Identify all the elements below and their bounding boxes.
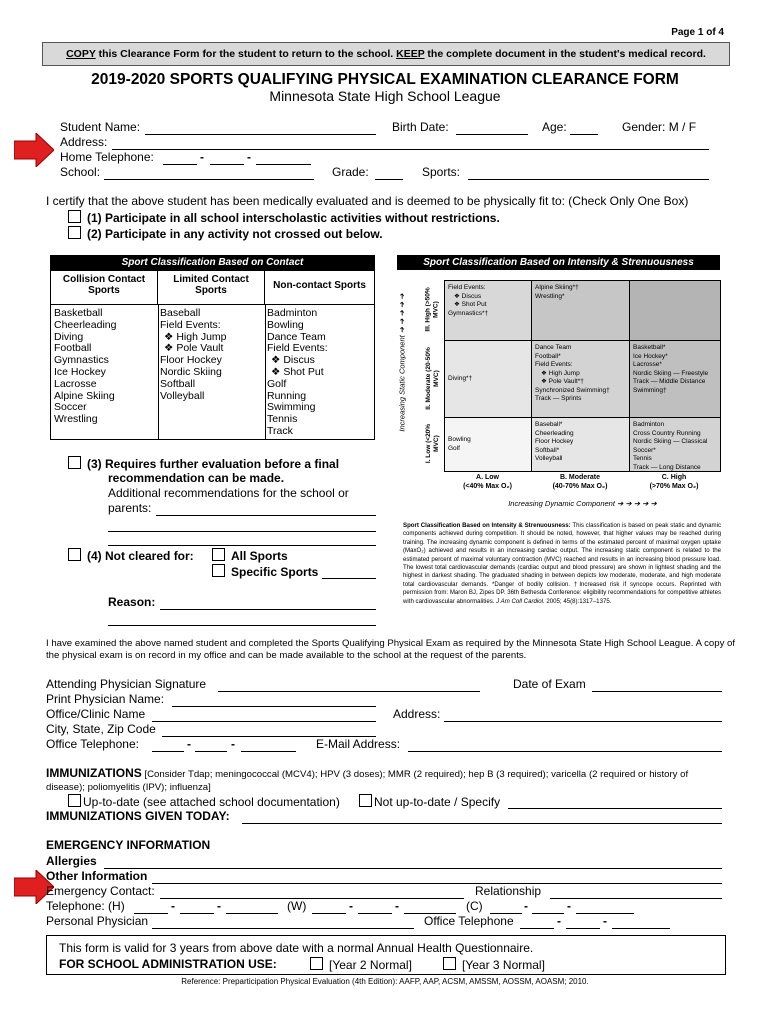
intensity-sport-item: Wrestling* <box>535 292 565 300</box>
email-field[interactable] <box>408 737 722 752</box>
recommendations-field-2[interactable] <box>108 517 376 532</box>
page-number: Page 1 of 4 <box>671 27 724 38</box>
intensity-cell-mod-low <box>445 341 532 418</box>
year3-option <box>443 957 545 972</box>
intensity-sport-item: Bowling <box>448 436 471 443</box>
option-4-label: (4) Not cleared for: <box>87 549 194 563</box>
physician-phone-line-field[interactable] <box>612 914 670 929</box>
intensity-col-label: A. Low (<40% Max O₂) <box>463 474 512 490</box>
classification-note <box>403 522 721 606</box>
option-3-checkbox[interactable] <box>68 456 81 469</box>
reference-line: Reference: Preparticipation Physical Evaluation (4th Edition): AAFP, AAP, ACSM, AMSSM, AOSSM, AOASM; 2010. <box>181 977 589 986</box>
year3-label: [Year 3 Normal] <box>462 958 545 972</box>
intensity-sport-item: Nordic Skiing — Freestyle <box>633 369 709 377</box>
option-4-checkbox[interactable] <box>68 548 81 561</box>
address-field[interactable] <box>112 135 709 150</box>
noncontact-sports-list <box>267 308 328 438</box>
collision-sport-item: Wrestling <box>54 413 98 426</box>
intensity-sport-item: Diving*† <box>448 374 473 382</box>
cell-line-field[interactable] <box>576 899 634 914</box>
immunizations-info <box>46 767 726 794</box>
emergency-contact-field[interactable] <box>160 884 464 899</box>
age-label: Age: <box>542 120 567 134</box>
instruction-banner <box>42 42 730 66</box>
birth-date-field[interactable] <box>456 120 528 135</box>
col-limited-header: Limited Contact Sports <box>158 271 265 305</box>
all-sports-option <box>212 548 288 563</box>
banner-mid: this Clearance Form for the student to return to the school. <box>95 48 397 60</box>
all-sports-label: All Sports <box>231 549 288 563</box>
allergies-label: Allergies <box>46 854 97 868</box>
date-of-exam-label: Date of Exam <box>513 677 586 691</box>
relationship-label: Relationship <box>475 884 542 898</box>
intensity-sport-item: ❖ Pole Vault*† <box>541 378 584 385</box>
print-physician-label: Print Physician Name: <box>46 692 165 706</box>
clinic-name-label: Office/Clinic Name <box>46 707 146 721</box>
office-phone-area-field[interactable] <box>152 737 184 752</box>
home-phone-area-field[interactable] <box>163 150 197 165</box>
noncontact-sport-item: ❖ Discus <box>271 354 315 367</box>
limited-sport-item: Baseball <box>160 307 201 319</box>
intensity-sport-item: Football* <box>535 352 561 360</box>
allergies-field[interactable] <box>104 854 722 869</box>
physician-phone-prefix-field[interactable] <box>566 914 600 929</box>
limited-sport-item: Volleyball <box>160 389 205 402</box>
office-telephone-label: Office Telephone: <box>46 737 139 751</box>
reason-label: Reason: <box>108 595 156 609</box>
collision-sport-item: Soccer <box>54 401 87 414</box>
intensity-sport-item: Golf <box>448 444 460 452</box>
noncontact-sport-item: Golf <box>267 377 287 390</box>
dynamic-axis-label: Increasing Dynamic Component ➔ ➔ ➔ ➔ ➔ <box>508 499 657 508</box>
immunizations-detail: [Consider Tdap; meningococcal (MCV4); HPV (3 doses); MMR (2 required); hep B (3 required); varicella (2 required or history of disease); poliomyelitis (IPV); influenza] <box>46 769 689 793</box>
physician-signature-field[interactable] <box>218 677 480 692</box>
uptodate-checkbox[interactable] <box>68 794 81 807</box>
option-1-label: (1) Participate in all school interscholastic activities without restrictions. <box>87 211 500 225</box>
emergency-title: EMERGENCY INFORMATION <box>46 838 211 852</box>
validity-box <box>46 935 726 975</box>
other-information-field[interactable] <box>152 869 722 884</box>
intensity-sport-item: Cheerleading <box>535 429 574 437</box>
intensity-sport-item: Basketball* <box>633 344 666 351</box>
office-phone-prefix-field[interactable] <box>195 737 227 752</box>
intensity-sport-item: Field Events: <box>448 284 486 291</box>
intensity-table-header: Sport Classification Based on Intensity & Strenuousness <box>397 255 720 270</box>
collision-sport-item: Gymnastics <box>54 354 109 367</box>
notuptodate-label: Not up-to-date / Specify <box>374 795 501 809</box>
notuptodate-specify-field[interactable] <box>508 794 722 809</box>
static-axis-label: Increasing Static Component ➔ ➔ ➔ ➔ ➔ <box>397 293 407 432</box>
office-phone-line-field[interactable] <box>241 737 296 752</box>
year2-option <box>310 957 412 972</box>
intensity-sport-item: Alpine Skiing*† <box>535 284 579 291</box>
intensity-sport-item: Tennis <box>633 455 652 462</box>
uptodate-label: Up-to-date (see attached school documentation) <box>83 795 340 809</box>
noncontact-sport-item: Field Events: <box>267 342 328 355</box>
option-4 <box>68 548 194 563</box>
note-citation: 2005; 45(8):1317–1375. <box>544 597 612 605</box>
col-collision-header: Collision Contact Sports <box>51 271 158 305</box>
physician-office-telephone-label: Office Telephone <box>424 914 514 928</box>
intensity-sport-item: Baseball* <box>535 421 563 428</box>
gender-label: Gender: M / F <box>622 120 697 134</box>
home-line-field[interactable] <box>226 899 278 914</box>
collision-sport-item: Alpine Skiing <box>54 389 115 402</box>
intensity-sport-item: ❖ Shot Put <box>454 301 487 308</box>
physician-signature-label: Attending Physician Signature <box>46 677 207 691</box>
print-physician-field[interactable] <box>172 692 376 707</box>
banner-end: the complete document in the student's medical record. <box>424 48 706 60</box>
personal-physician-label: Personal Physician <box>46 914 149 928</box>
form-subtitle: Minnesota State High School League <box>269 88 501 104</box>
emergency-contact-label: Emergency Contact: <box>46 884 155 898</box>
collision-sport-item: Football <box>54 342 92 355</box>
limited-sport-item: Softball <box>160 377 196 390</box>
intensity-cell-low-low <box>445 418 532 471</box>
clinic-name-field[interactable] <box>152 707 376 722</box>
work-prefix-field[interactable] <box>358 899 392 914</box>
intensity-sport-item: Field Events: <box>535 361 573 368</box>
cell-area-field[interactable] <box>490 899 522 914</box>
home-phone-prefix-field[interactable] <box>210 150 244 165</box>
contact-table <box>50 270 375 440</box>
telephone-work-label: (W) <box>287 899 307 913</box>
validity-statement: This form is valid for 3 years from above date with a normal Annual Health Questionnaire. <box>59 941 534 955</box>
intensity-sport-item: Volleyball <box>535 455 563 462</box>
contact-table-header: Sport Classification Based on Contact <box>50 255 375 270</box>
noncontact-sport-item: Track <box>267 424 293 437</box>
admin-label: FOR SCHOOL ADMINISTRATION USE: <box>59 957 277 971</box>
option-3 <box>68 456 339 471</box>
intensity-cell-high-high <box>630 281 720 341</box>
intensity-row-label: I. Low (<20% MVC) <box>424 423 439 463</box>
intensity-row-labels <box>420 280 444 470</box>
home-area-field[interactable] <box>134 899 168 914</box>
year2-label: [Year 2 Normal] <box>329 958 412 972</box>
intensity-cell-mod-mod <box>532 341 630 418</box>
collision-sport-item: Cheerleading <box>54 318 117 331</box>
grade-field[interactable] <box>375 165 403 180</box>
immunizations-given-field[interactable] <box>242 809 722 824</box>
intensity-sport-item: Dance Team <box>535 344 572 351</box>
grade-label: Grade: <box>332 165 369 179</box>
noncontact-sport-item: Bowling <box>267 318 304 331</box>
sports-label: Sports: <box>422 165 461 179</box>
intensity-sport-item: Gymnastics*† <box>448 309 489 317</box>
intensity-row-label: II. Moderate (20-50% MVC) <box>424 346 439 410</box>
noncontact-sport-item: Swimming <box>267 401 316 414</box>
limited-sport-item: Nordic Skiing <box>160 365 222 378</box>
limited-sport-item: Field Events: <box>160 318 221 331</box>
intensity-sport-item: Track — Sprints <box>535 395 582 402</box>
clinic-address-label: Address: <box>393 707 441 721</box>
birth-date-label: Birth Date: <box>392 120 449 134</box>
intensity-sport-item: Soccer* <box>633 446 656 454</box>
intensity-col-labels <box>444 473 721 493</box>
uptodate-option <box>68 794 340 809</box>
intensity-cell-mod-high <box>630 341 720 418</box>
relationship-field[interactable] <box>550 884 722 899</box>
specific-sports-checkbox[interactable] <box>212 564 225 577</box>
certify-statement: I certify that the above student has been medically evaluated and is deemed to be physically fit to: (Check Only One Box) <box>46 194 689 208</box>
intensity-sport-item: Synchronized Swimming† <box>535 386 610 394</box>
school-label: School: <box>60 165 101 179</box>
email-label: E-Mail Address: <box>316 737 401 751</box>
limited-sport-item: Floor Hockey <box>160 354 222 367</box>
reason-field-2[interactable] <box>108 611 376 626</box>
specific-sports-field[interactable] <box>322 564 376 579</box>
year3-checkbox[interactable] <box>443 957 456 970</box>
sports-field[interactable] <box>468 165 709 180</box>
recommendations-field[interactable] <box>156 501 376 516</box>
exam-statement: I have examined the above named student and completed the Sports Qualifying Physical Exam as required by the Minnesota State High School League. A copy of the physical exam is on record in my office and can be made available to the school at the request of the parents. <box>46 638 736 661</box>
other-information-label: Other Information <box>46 869 148 883</box>
noncontact-sport-item: Badminton <box>267 307 318 319</box>
intensity-sport-item: Nordic Skiing — Classical <box>633 438 708 445</box>
intensity-sport-item: Track — Middle Distance <box>633 378 706 385</box>
intensity-sport-item: Badminton <box>633 421 665 428</box>
clinic-address-field[interactable] <box>444 707 722 722</box>
city-state-zip-label: City, State, Zip Code <box>46 722 156 736</box>
limited-sport-item: ❖ Pole Vault <box>164 342 224 355</box>
telephone-cell-label: (C) <box>466 899 483 913</box>
intensity-cell-high-low <box>445 281 532 341</box>
immunizations-given-label: IMMUNIZATIONS GIVEN TODAY: <box>46 809 230 823</box>
intensity-grid <box>444 280 721 472</box>
form-title: 2019-2020 SPORTS QUALIFYING PHYSICAL EXAMINATION CLEARANCE FORM <box>91 71 679 88</box>
home-telephone-label: Home Telephone: <box>60 150 154 164</box>
option-2-checkbox[interactable] <box>68 226 81 239</box>
specific-sports-label: Specific Sports <box>231 565 319 579</box>
note-journal: J Am Coll Cardiol. <box>496 597 545 605</box>
red-arrow-icon <box>14 133 54 167</box>
date-of-exam-field[interactable] <box>592 677 722 692</box>
option-3-line4: parents: <box>108 501 152 515</box>
student-name-field[interactable] <box>145 120 376 135</box>
specific-sports-option <box>212 564 318 579</box>
physician-phone-area-field[interactable] <box>520 914 554 929</box>
intensity-sport-item: ❖ High Jump <box>541 369 580 377</box>
home-phone-line-field[interactable] <box>256 150 311 165</box>
col-noncontact-header: Non-contact Sports <box>265 271 374 305</box>
collision-sport-item: Diving <box>54 330 84 343</box>
year2-checkbox[interactable] <box>310 957 323 970</box>
limited-sport-item: ❖ High Jump <box>164 330 227 343</box>
home-prefix-field[interactable] <box>180 899 214 914</box>
option-1-checkbox[interactable] <box>68 210 81 223</box>
work-line-field[interactable] <box>404 899 456 914</box>
intensity-sport-item: Ice Hockey* <box>633 352 668 360</box>
intensity-sport-item: Swimming† <box>633 386 667 394</box>
collision-sports-list <box>54 308 116 426</box>
collision-sport-item: Lacrosse <box>54 377 97 390</box>
reason-field[interactable] <box>160 595 376 610</box>
intensity-col-label: C. High (>70% Max O₂) <box>649 474 699 490</box>
option-3-line3: Additional recommendations for the school or <box>108 486 349 500</box>
telephone-home-label: Telephone: (H) <box>46 899 125 913</box>
noncontact-sport-item: Dance Team <box>267 330 326 343</box>
intensity-col-label: B. Moderate (40-70% Max O₂) <box>552 474 608 490</box>
address-label: Address: <box>60 135 108 149</box>
intensity-sport-item: Cross Country Running <box>633 429 701 437</box>
intensity-sport-item: Track — Long Distance <box>633 463 701 471</box>
collision-sport-item: Ice Hockey <box>54 365 106 378</box>
immunizations-title: IMMUNIZATIONS <box>46 766 142 780</box>
option-2 <box>68 226 383 241</box>
option-3-line2: recommendation can be made. <box>108 471 285 485</box>
intensity-cell-high-mod <box>532 281 630 341</box>
intensity-row-label: III. High (>50% MVC) <box>424 287 439 332</box>
noncontact-sport-item: Running <box>267 389 307 402</box>
note-body: This classification is based on peak static and dynamic components achieved during competition. It should be noted, however, that higher values may be reached during training. The increasing dynamic component is defined in terms of the estimated percent of maximal oxygen uptake (MaxO₂) achieved and results in an increasing cardiac output. The increasing static component is related to the estimated percent of maximal voluntary contraction (MVC) reached and results in an increasing blood pressure load. The lowest total cardiovascular demands (cardiac output and blood pressure) are shown in lightest shading and the highest in darkest shading. The graduated shading in between depicts low moderate, moderate, and high moderate total cardiovascular demands. *Danger of bodily collision. †Increased risk if syncope occurs. Reprinted with permission from: Maron BJ, Zipes DP. 36th Bethesda Conference: eligibility recommendations for competitive athletes with cardiovascular abnormalities. <box>403 522 721 605</box>
notuptodate-checkbox[interactable] <box>359 794 372 807</box>
intensity-sport-item: ❖ Discus <box>454 292 482 300</box>
intensity-sport-item: Lacrosse* <box>633 361 662 368</box>
option-3-line1: (3) Requires further evaluation before a final <box>87 457 340 471</box>
limited-sports-list <box>160 308 227 402</box>
notuptodate-option <box>359 794 500 809</box>
intensity-cell-low-high <box>630 418 720 471</box>
banner-copy: COPY <box>66 48 96 60</box>
personal-physician-field[interactable] <box>152 914 414 929</box>
recommendations-field-3[interactable] <box>108 531 376 546</box>
option-2-label: (2) Participate in any activity not crossed out below. <box>87 227 383 241</box>
work-area-field[interactable] <box>312 899 346 914</box>
banner-keep: KEEP <box>396 48 425 60</box>
noncontact-sport-item: Tennis <box>267 413 298 426</box>
noncontact-sport-item: ❖ Shot Put <box>271 365 324 378</box>
all-sports-checkbox[interactable] <box>212 548 225 561</box>
cell-prefix-field[interactable] <box>532 899 564 914</box>
school-field[interactable] <box>104 165 314 180</box>
intensity-cell-low-mod <box>532 418 630 471</box>
city-state-zip-field[interactable] <box>162 722 376 737</box>
intensity-sport-item: Floor Hockey <box>535 438 574 445</box>
option-1 <box>68 210 500 225</box>
age-field[interactable] <box>570 120 598 135</box>
collision-sport-item: Basketball <box>54 307 103 319</box>
student-name-label: Student Name: <box>60 120 141 134</box>
note-heading: Sport Classification Based on Intensity & Strenuousness: <box>403 522 571 529</box>
intensity-sport-item: Softball* <box>535 446 560 454</box>
